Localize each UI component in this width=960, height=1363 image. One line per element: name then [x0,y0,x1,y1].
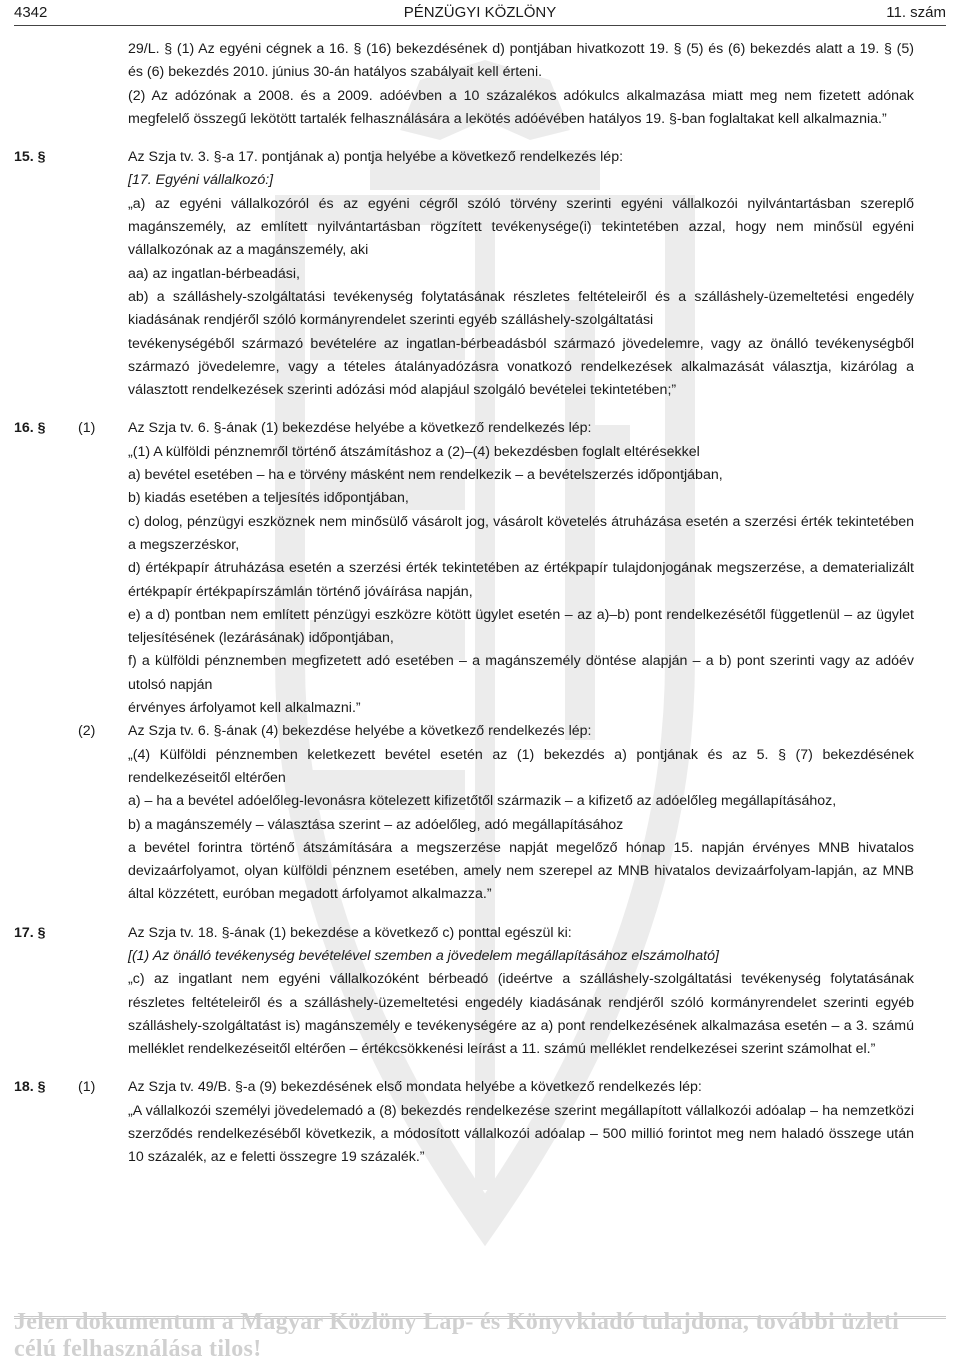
issue-number: 11. szám [886,4,946,21]
section-15-point-aa: aa) az ingatlan-bérbeadási, [128,265,300,282]
paragraph-label: (2) [78,723,96,740]
intro-paragraph-2: (2) Az adózónak a 2008. és a 2009. adóévben a 10 százalékos adókulcs alkalmazása miatt meg nem fizetett adónak megfelelő összegű lekötött tartalék felhasználására a lekötés adóévében hatályos 19. §-ban foglaltakat kell alkalmaznia.” [128,87,914,127]
document-body [14,38,914,1170]
section-heading: Az Szja tv. 6. §-ának (1) bekezdése helyébe a következő rendelkezés lép: [128,420,592,437]
section-italic-context: [(1) Az önálló tevékenység bevételével szemben a jövedelem megállapításához elszámolható] [128,947,719,964]
s16-p1-line: „(1) A külföldi pénznemről történő átszámításhoz a (2)–(4) bekezdésben foglalt eltérésekkel [128,443,700,460]
header-rule [14,25,946,26]
section-heading: Az Szja tv. 49/B. §-a (9) bekezdésének első mondata helyébe a következő rendelkezés lép: [128,1079,702,1096]
s16-p1-line: érvényes árfolyamot kell alkalmazni.” [128,700,361,717]
s16-p1-line: f) a külföldi pénznemben megfizetett adó esetében – a magánszemély döntése alapján – a b) pont szerinti vagy az adóév utolsó napján [128,653,914,693]
section-15 [14,146,914,402]
s16-p1-line: d) értékpapír átruházása esetén a szerzési érték tekintetében az értékpapír tulajdonjogának megszerzése, a dematerializált értékpapír értékpapírszámlán történő jóváírása napján, [128,560,914,600]
paragraph-label: (1) [78,420,96,437]
section-18 [14,1076,914,1169]
s16-p2-line: a bevétel forintra történő átszámítására a megszerzése napját megelőző hónap 15. napján érvényes MNB hivatalos devizaárfolyamot, olyan külföldi pénznem esetében, amely nem szerepel az MNB hivatalos devizaárfolyam-lapján, az MNB által közzétett, euróban megadott árfolyamot alkalmazza.” [128,839,914,903]
page-number: 4342 [14,4,48,21]
page-header [14,4,946,22]
section-italic-context: [17. Egyéni vállalkozó:] [128,172,274,189]
journal-title: PÉNZÜGYI KÖZLÖNY [403,4,557,21]
section-heading: Az Szja tv. 18. §-ának (1) bekezdése a következő c) ponttal egészül ki: [128,924,572,941]
section-15-point-a: „a) az egyéni vállalkozóról és az egyéni cégről szóló törvény szerinti egyéni vállalkozói nyilvántartásban szereplő magánszemély, az említett nyilvántartásban rögzített tevékenysége(i) tekintetében azzal, hogy nem minősül egyéni vállalkozónak az a magánszemély, aki [128,195,914,259]
section-18-body: „A vállalkozói személyi jövedelemadó a (8) bekezdés rendelkezése szerint megállapított vállalkozói adóalap – ha nemzetközi szerződés rendelkezéséből következik, a módosított vállalkozói adóalap – 500 millió forintot meg nem haladó összege után 10 százalék, az e feletti összegre 19 százalék.” [128,1102,914,1166]
section-number: 15. § [14,149,46,166]
paragraph-heading: Az Szja tv. 6. §-ának (4) bekezdése helyébe a következő rendelkezés lép: [128,723,592,740]
section-15-tail: tevékenységéből származó bevételére az ingatlan-bérbeadásból származó jövedelemre, vagy az önálló tevékenységből származó jövedelemre, vagy a tételes átalányadózásra vonatkozó rendelkezések alkalmazását választja, kizárólag a választott rendelkezések szerinti adózási mód alapjául szolgáló bevételei tekintetében;” [128,335,914,399]
s16-p2-line: b) a magánszemély – választása szerint – az adóelőleg, adó megállapításához [128,816,624,833]
s16-p1-line: c) dolog, pénzügyi eszköznek nem minősülő vásárolt jog, vásárolt követelés átruházása esetén a szerzési érték tekintetében a megszerzéskor, [128,513,914,553]
s16-p2-line: a) – ha a bevétel adóelőleg-levonásra kötelezett kifizetőtől származik – a kifizető az adóelőleg megállapításához, [128,793,837,810]
s16-p1-line: e) a d) pontban nem említett pénzügyi eszközre kötött ügylet esetén – az a)–b) pont rendelkezésétől függetlenül – az ügylet teljesítésének (lezárásának) időpontjában, [128,606,914,647]
s16-p2-line: „(4) Külföldi pénznemben keletkezett bevétel esetén az (1) bekezdés a) pontjának és az 5. § (7) bekezdésének rendelkezéseitől eltérően [128,746,914,786]
footer-notice: Jelen dokumentum a Magyar Közlöny Lap- és Könyvkiadó tulajdona, további üzleti célú felhasználása tilos! [14,1316,946,1353]
section-17 [14,922,914,1062]
section-number: 17. § [14,924,46,941]
section-number: 18. § [14,1079,46,1096]
intro-paragraph-1: 29/L. § (1) Az egyéni cégnek a 16. § (16) bekezdésének d) pontjában hivatkozott 19. § (5) és (6) bekezdés alatt a 19. § (5) és (6) bekezdés 2010. június 30-án hatályos szabályait kell érteni. [128,41,914,81]
paragraph-label: (1) [78,1079,96,1096]
s16-p1-line: b) kiadás esetében a teljesítés időpontjában, [128,490,409,507]
section-heading: Az Szja tv. 3. §-a 17. pontjának a) pontja helyébe a következő rendelkezés lép: [128,149,624,166]
s16-p1-line: a) bevétel esetében – ha e törvény másként nem rendelkezik – a bevételszerzés időpontjában, [128,467,723,484]
section-number: 16. § [14,420,46,437]
section-15-point-ab: ab) a szálláshely-szolgáltatási tevékenység folytatásának részletes feltételeiről és a szálláshely-üzemeltetési engedély kiadásának rendjéről szóló kormányrendelet szerinti egyéb szálláshely-szolgáltatási [128,288,914,329]
section-16 [14,417,914,906]
section-17-body: „c) az ingatlant nem egyéni vállalkozóként bérbeadó (ideértve a szálláshely-szolgáltatási tevékenység folytatásának részletes feltételeiről és a szálláshely-üzemeltetési engedély kiadásának rendjéről szóló kormányrendelet szerinti egyéb szálláshely-szolgáltatást is) magánszemély e tevékenységére az a) pont rendelkezésének alkalmazása esetén – a 3. számú melléklet rendelkezéseitől eltérően – értékcsökkenési leírást a 11. számú melléklet rendelkezései szerint számolhat el.” [128,971,914,1058]
